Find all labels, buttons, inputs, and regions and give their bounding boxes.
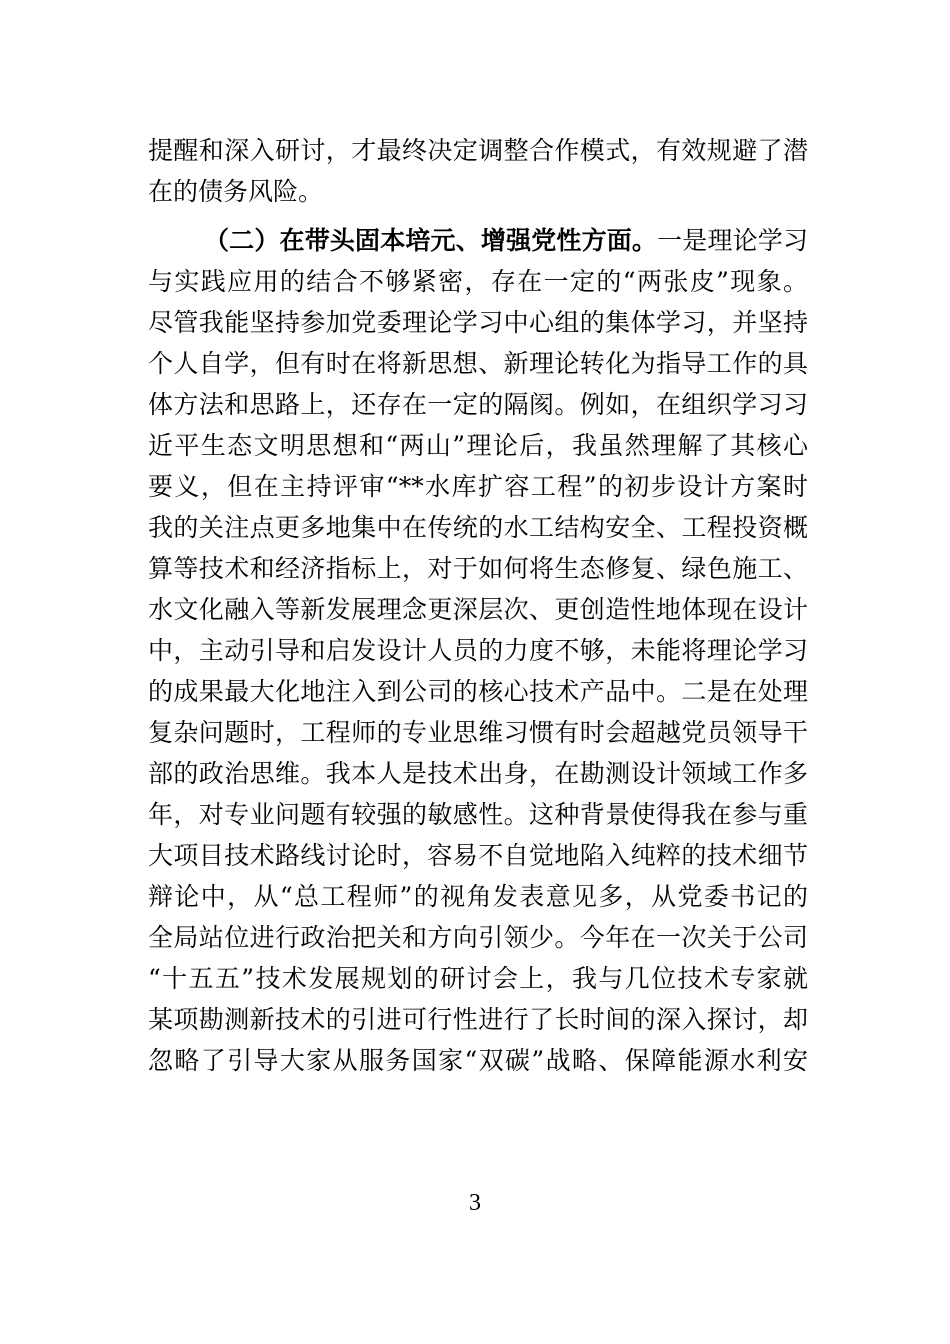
- paragraph-line: 中，主动引导和启发设计人员的力度不够，未能将理论学习: [148, 636, 808, 665]
- paragraph-line: 我的关注点更多地集中在传统的水工结构安全、工程投资概: [148, 513, 808, 542]
- paragraph-line: 与实践应用的结合不够紧密，存在一定的“两张皮”现象。: [148, 267, 808, 296]
- paragraph-text: 一是理论学习: [657, 226, 808, 255]
- paragraph-line: 辩论中，从“总工程师”的视角发表意见多，从党委书记的: [148, 882, 808, 911]
- paragraph-line: 个人自学，但有时在将新思想、新理论转化为指导工作的具: [148, 349, 808, 378]
- paragraph-line: 体方法和思路上，还存在一定的隔阂。例如，在组织学习习: [148, 390, 808, 419]
- paragraph-line: 忽略了引导大家从服务国家“双碳”战略、保障能源水利安: [148, 1046, 808, 1075]
- paragraph-line: 要义，但在主持评审“**水库扩容工程”的初步设计方案时: [148, 472, 808, 501]
- paragraph-line: 某项勘测新技术的引进可行性进行了长时间的深入探讨，却: [148, 1005, 808, 1034]
- paragraph-line: 水文化融入等新发展理念更深层次、更创造性地体现在设计: [148, 595, 808, 624]
- paragraph-line: 部的政治思维。我本人是技术出身，在勘测设计领域工作多: [148, 759, 808, 788]
- paragraph-line: 提醒和深入研讨，才最终决定调整合作模式，有效规避了潜: [148, 136, 808, 165]
- section-heading-line: [204, 223, 808, 259]
- section-heading: （二）在带头固本培元、增强党性方面。: [204, 226, 658, 255]
- paragraph-line: 年，对专业问题有较强的敏感性。这种背景使得我在参与重: [148, 800, 808, 829]
- page-number: 3: [469, 1190, 481, 1216]
- paragraph-line: 算等技术和经济指标上，对于如何将生态修复、绿色施工、: [148, 554, 808, 583]
- paragraph-line: 复杂问题时，工程师的专业思维习惯有时会超越党员领导干: [148, 718, 808, 747]
- paragraph-line: 近平生态文明思想和“两山”理论后，我虽然理解了其核心: [148, 431, 808, 460]
- paragraph-line: 尽管我能坚持参加党委理论学习中心组的集体学习，并坚持: [148, 308, 808, 337]
- paragraph-line: 全局站位进行政治把关和方向引领少。今年在一次关于公司: [148, 923, 808, 952]
- paragraph-line: 在的债务风险。: [148, 177, 324, 206]
- paragraph-line: 大项目技术路线讨论时，容易不自觉地陷入纯粹的技术细节: [148, 841, 808, 870]
- paragraph-line: 的成果最大化地注入到公司的核心技术产品中。二是在处理: [148, 677, 808, 706]
- paragraph-line: “十五五”技术发展规划的研讨会上，我与几位技术专家就: [148, 964, 808, 993]
